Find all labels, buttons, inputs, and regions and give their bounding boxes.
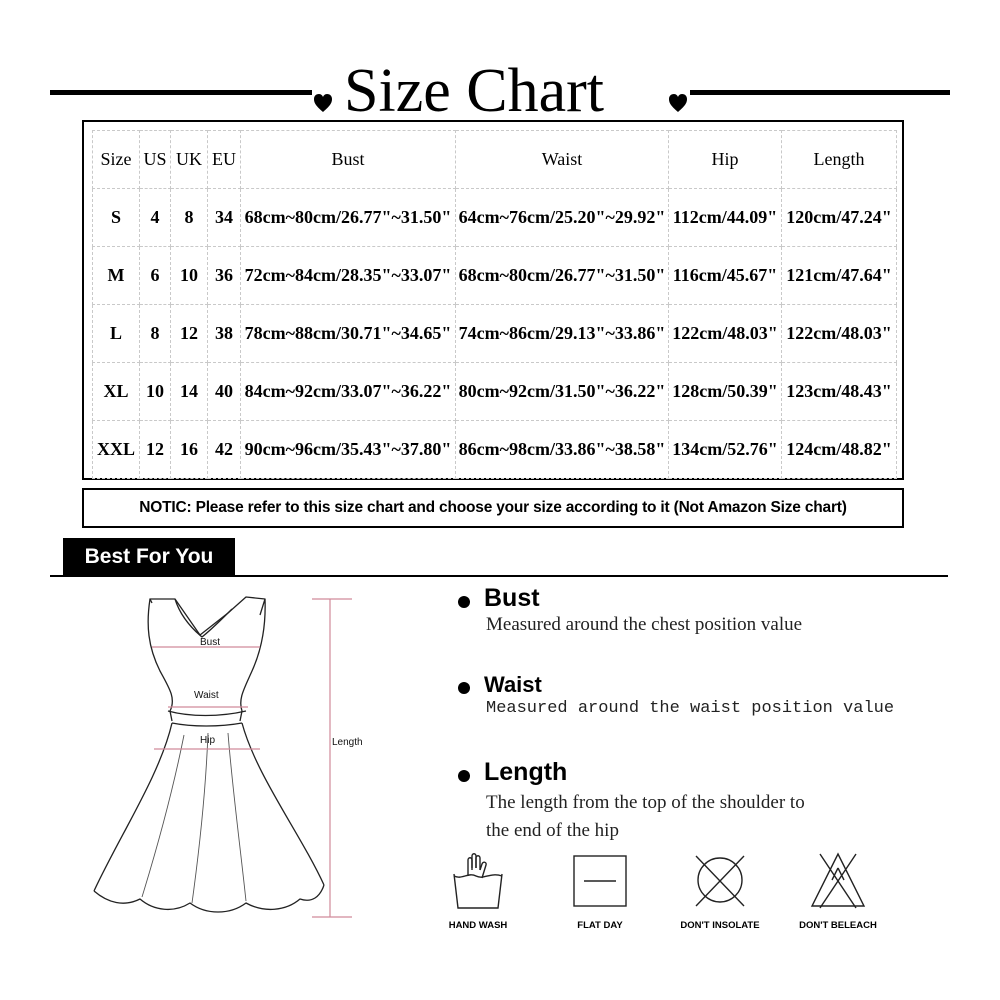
col-header-size: Size <box>93 131 140 189</box>
table-row <box>93 421 897 479</box>
cell-waist: 74cm~86cm/29.13"~33.86" <box>456 305 669 363</box>
cell-bust: 72cm~84cm/28.35"~33.07" <box>241 247 456 305</box>
col-header-us: US <box>140 131 171 189</box>
cell-eu: 40 <box>208 363 241 421</box>
cell-waist: 68cm~80cm/26.77"~31.50" <box>456 247 669 305</box>
col-header-bust: Bust <box>241 131 456 189</box>
cell-bust: 78cm~88cm/30.71"~34.65" <box>241 305 456 363</box>
size-table <box>92 130 897 479</box>
cell-size: L <box>93 305 140 363</box>
cell-length: 124cm/48.82" <box>782 421 897 479</box>
definition-desc-line2: the end of the hip <box>486 820 619 841</box>
cell-uk: 14 <box>171 363 208 421</box>
care-flat-dry <box>530 846 670 936</box>
cell-eu: 42 <box>208 421 241 479</box>
cell-length: 120cm/47.24" <box>782 189 897 247</box>
definition-desc: Measured around the chest position value <box>486 614 803 635</box>
diagram-label-waist: Waist <box>194 690 219 701</box>
col-header-hip: Hip <box>669 131 782 189</box>
definition-desc: Measured around the waist position value <box>486 699 895 718</box>
cell-uk: 16 <box>171 421 208 479</box>
definition-term: Waist <box>484 672 542 697</box>
definition-desc-line1: The length from the top of the shoulder to <box>486 792 805 813</box>
cell-waist: 64cm~76cm/25.20"~29.92" <box>456 189 669 247</box>
bullet-icon <box>458 596 470 608</box>
cell-us: 4 <box>140 189 171 247</box>
cell-bust: 90cm~96cm/35.43"~37.80" <box>241 421 456 479</box>
diagram-label-hip: Hip <box>200 735 216 746</box>
cell-hip: 112cm/44.09" <box>669 189 782 247</box>
cell-size: XL <box>93 363 140 421</box>
dont-bleach-icon <box>808 850 868 912</box>
title-rule-right <box>690 90 950 95</box>
heart-icon <box>313 92 333 114</box>
table-row <box>93 189 897 247</box>
cell-hip: 122cm/48.03" <box>669 305 782 363</box>
col-header-uk: UK <box>171 131 208 189</box>
definition-term: Length <box>484 758 568 786</box>
table-row <box>93 247 897 305</box>
cell-hip: 116cm/45.67" <box>669 247 782 305</box>
cell-length: 123cm/48.43" <box>782 363 897 421</box>
cell-size: M <box>93 247 140 305</box>
best-for-you-label: Best For You <box>63 538 235 575</box>
care-label: DON'T BELEACH <box>799 920 877 931</box>
size-chart-header <box>0 50 1000 125</box>
hand-wash-icon <box>448 850 508 912</box>
bullet-icon <box>458 770 470 782</box>
diagram-label-length: Length <box>332 737 363 748</box>
col-header-length: Length <box>782 131 897 189</box>
definition-term: Bust <box>484 584 540 612</box>
cell-size: S <box>93 189 140 247</box>
cell-uk: 12 <box>171 305 208 363</box>
cell-eu: 38 <box>208 305 241 363</box>
cell-waist: 80cm~92cm/31.50"~36.22" <box>456 363 669 421</box>
title-rule-left <box>50 90 312 95</box>
cell-eu: 36 <box>208 247 241 305</box>
dress-diagram <box>80 585 400 935</box>
care-label: FLAT DAY <box>577 920 623 931</box>
cell-size: XXL <box>93 421 140 479</box>
cell-bust: 68cm~80cm/26.77"~31.50" <box>241 189 456 247</box>
cell-us: 12 <box>140 421 171 479</box>
col-header-eu: EU <box>208 131 241 189</box>
care-dont-bleach <box>768 846 908 936</box>
bullet-icon <box>458 682 470 694</box>
cell-length: 122cm/48.03" <box>782 305 897 363</box>
table-header-row <box>93 131 897 189</box>
table-row <box>93 305 897 363</box>
care-label: DON'T INSOLATE <box>680 920 760 931</box>
cell-bust: 84cm~92cm/33.07"~36.22" <box>241 363 456 421</box>
care-label: HAND WASH <box>448 920 508 931</box>
care-hand-wash <box>408 846 548 936</box>
size-table-frame <box>82 120 904 480</box>
page-title: Size Chart <box>344 57 604 125</box>
table-row <box>93 363 897 421</box>
cell-us: 10 <box>140 363 171 421</box>
flat-dry-icon <box>570 850 630 912</box>
size-notice: NOTIC: Please refer to this size chart and choose your size according to it (Not Amazon Size chart) <box>82 488 904 528</box>
cell-us: 6 <box>140 247 171 305</box>
cell-us: 8 <box>140 305 171 363</box>
cell-uk: 8 <box>171 189 208 247</box>
cell-length: 121cm/47.64" <box>782 247 897 305</box>
dont-insolate-icon <box>690 850 750 912</box>
col-header-waist: Waist <box>456 131 669 189</box>
cell-uk: 10 <box>171 247 208 305</box>
cell-hip: 134cm/52.76" <box>669 421 782 479</box>
section-divider <box>50 575 948 577</box>
cell-hip: 128cm/50.39" <box>669 363 782 421</box>
diagram-label-bust: Bust <box>200 637 221 648</box>
cell-waist: 86cm~98cm/33.86"~38.58" <box>456 421 669 479</box>
heart-icon <box>668 92 688 114</box>
cell-eu: 34 <box>208 189 241 247</box>
